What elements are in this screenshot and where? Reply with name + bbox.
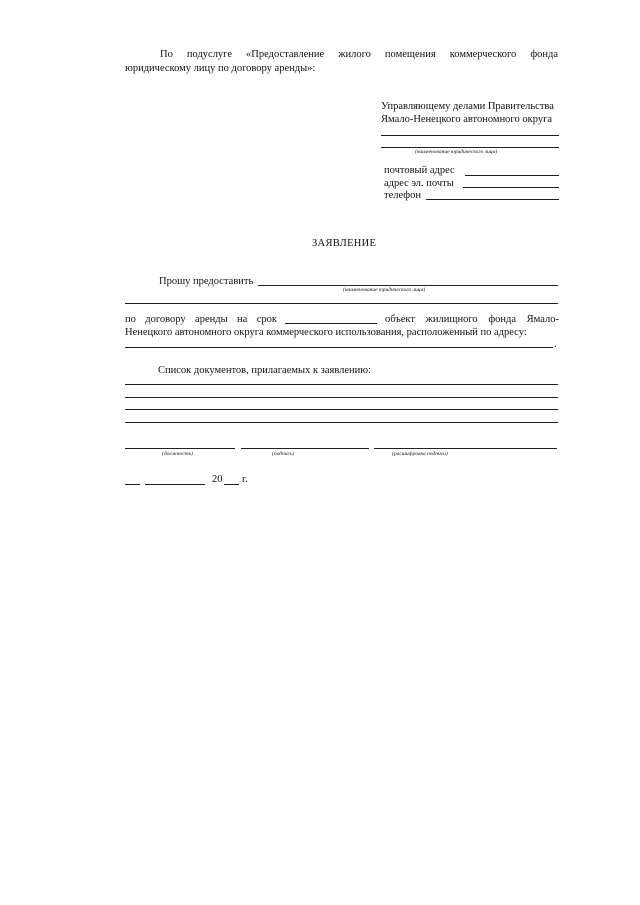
document-title: ЗАЯВЛЕНИЕ (312, 238, 377, 249)
phone-label: телефон (384, 190, 421, 201)
address-field[interactable] (125, 347, 553, 348)
object-word: объект (385, 314, 415, 325)
request-line-3: Ненецкого автономного округа коммерческого использования, расположенный по адресу: (125, 327, 527, 338)
document-line-4[interactable] (125, 422, 558, 423)
intro-word: фонда (530, 49, 558, 60)
signature-decoding-caption: (расшифровка подписи) (392, 451, 448, 457)
object-word: жилищного (425, 314, 478, 325)
term-word: аренды (195, 314, 228, 325)
date-month-field[interactable] (145, 484, 205, 485)
intro-word: «Предоставление (246, 49, 325, 60)
document-line-2[interactable] (125, 397, 558, 398)
term-word: договору (145, 314, 186, 325)
date-day-field[interactable] (125, 484, 140, 485)
addressee-name-line-1[interactable] (381, 135, 559, 136)
object-word: Ямало- (526, 314, 559, 325)
address-end-dot: . (554, 339, 557, 350)
request-term-text (125, 313, 277, 326)
object-word: фонда (488, 314, 516, 325)
intro-word: коммерческого (449, 49, 517, 60)
term-word: по (125, 314, 136, 325)
request-object-text (385, 313, 559, 326)
email-label: адрес эл. почты (384, 178, 454, 189)
postal-address-label: почтовый адрес (384, 165, 455, 176)
request-lead: Прошу предоставить (159, 276, 254, 287)
document-line-1[interactable] (125, 384, 558, 385)
request-name-field[interactable] (258, 285, 558, 286)
date-year-suffix: г. (242, 474, 248, 485)
term-word: срок (256, 314, 277, 325)
intro-word: жилого (338, 49, 371, 60)
position-field[interactable] (125, 448, 235, 449)
document-line-3[interactable] (125, 409, 558, 410)
addressee-line-1: Управляющему делами Правительства (381, 101, 554, 112)
intro-line-1 (160, 48, 558, 61)
email-field[interactable] (463, 187, 559, 188)
intro-word: помещения (384, 49, 436, 60)
signature-decoding-field[interactable] (374, 448, 557, 449)
addressee-name-line-2[interactable] (381, 147, 559, 148)
date-year-prefix: 20 (212, 474, 223, 485)
position-caption: (должность) (162, 451, 193, 457)
signature-field[interactable] (241, 448, 369, 449)
intro-line-2: юридическому лицу по договору аренды»: (125, 63, 316, 74)
postal-address-field[interactable] (465, 175, 559, 176)
intro-word: подуслуге (186, 49, 233, 60)
term-field[interactable] (285, 323, 377, 324)
addressee-line-2: Ямало-Ненецкого автономного округа (381, 114, 553, 125)
documents-heading: Список документов, прилагаемых к заявлению: (158, 365, 372, 376)
request-name-caption: (наименование юридического лица) (343, 287, 426, 293)
intro-word: По (160, 49, 173, 60)
date-year-field[interactable] (224, 484, 239, 485)
term-word: на (237, 314, 248, 325)
request-name-field-continued[interactable] (125, 303, 558, 304)
addressee-name-caption: (наименование юридического лица) (415, 149, 498, 155)
signature-caption: (подпись) (272, 451, 295, 457)
phone-field[interactable] (426, 199, 559, 200)
